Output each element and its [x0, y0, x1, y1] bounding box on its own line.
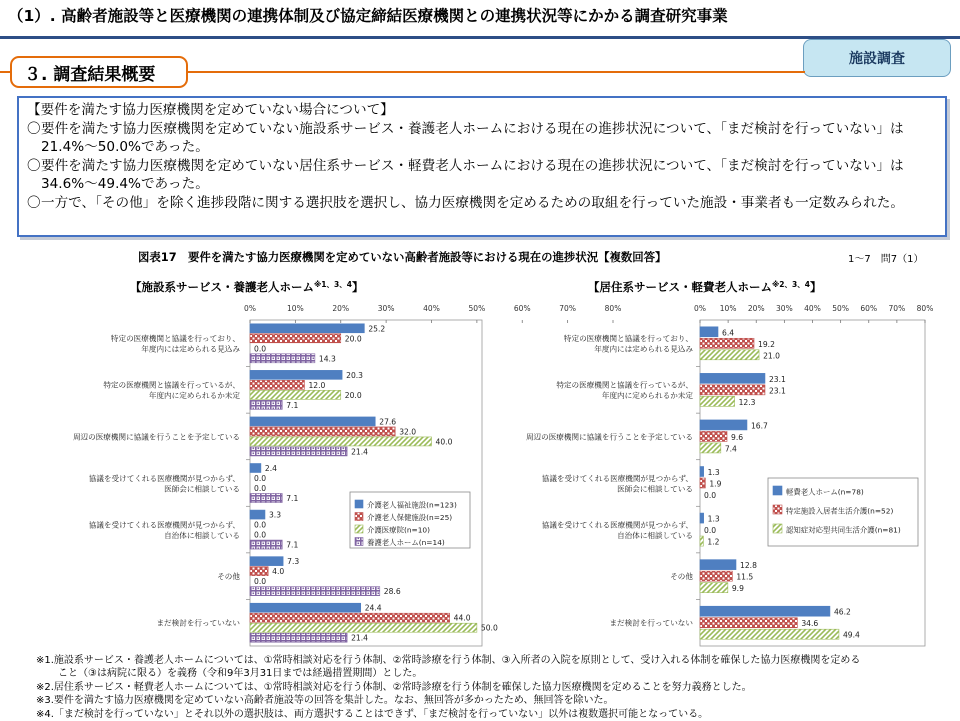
bar — [250, 587, 380, 596]
bar — [250, 567, 268, 576]
footnote: ※2.居住系サービス・軽費老人ホームについては、①常時相談対応を行う体制、②常時診療を行う体制を確保した協力医療機関を定めることを努力義務とした。 — [36, 681, 752, 693]
data-label: 7.1 — [286, 400, 299, 410]
category-label-line: その他 — [670, 572, 693, 582]
x-tick-label: 50% — [468, 304, 486, 313]
category-label — [526, 431, 693, 441]
category-label-line: 協議を受けてくれる医療機関が見つからず、 — [88, 520, 240, 530]
bar — [700, 431, 727, 441]
category-label — [564, 333, 693, 354]
bar — [250, 623, 477, 632]
category-label — [89, 519, 240, 540]
data-label: 7.1 — [286, 494, 299, 503]
data-label: 1.9 — [709, 479, 722, 489]
x-tick-label: 20% — [332, 304, 350, 313]
bar — [700, 467, 704, 477]
category-label-line: 周辺の医療機関に協議を行うことを予定している — [525, 432, 693, 442]
chart-title-text: 【居住系サービス・軽費老人ホーム — [588, 280, 772, 294]
chart-title-end: 】 — [809, 280, 822, 294]
category-label — [89, 473, 240, 494]
x-tick-label: 40% — [423, 304, 440, 313]
category-label-line: 特定の医療機関と協議を行っているが、 — [556, 380, 693, 390]
category-label-line: まだ検討を行っていない — [156, 618, 240, 628]
category-label-line: 年度内に定められるか未定 — [601, 391, 693, 401]
bullet-mark: 〇 — [27, 194, 41, 211]
legend-swatch — [773, 505, 782, 514]
bullet-mark: 〇 — [27, 157, 41, 174]
bar — [700, 536, 703, 546]
data-label: 23.1 — [768, 374, 786, 384]
bar — [250, 370, 342, 379]
legend-label: 介護医療院(n=10) — [367, 525, 431, 535]
bar — [250, 613, 450, 622]
x-tick-label: 80% — [916, 304, 934, 313]
bar — [700, 606, 830, 616]
bar — [700, 478, 705, 488]
legend-swatch — [355, 500, 363, 508]
data-label: 1.2 — [707, 537, 720, 547]
data-label: 0.0 — [254, 474, 267, 483]
chart-title — [130, 280, 363, 294]
bar — [700, 629, 839, 639]
category-label-line: 協議を受けてくれる医療機関が見つからず、 — [541, 473, 693, 483]
data-label: 11.5 — [736, 572, 754, 582]
data-label: 0.0 — [254, 520, 267, 530]
data-label: 25.2 — [368, 324, 386, 334]
x-tick-label: 30% — [377, 304, 395, 313]
data-label: 0.0 — [254, 530, 267, 540]
data-label: 28.6 — [383, 587, 401, 597]
category-label-line: 自治体に相談している — [164, 530, 240, 540]
category-label — [111, 333, 240, 354]
x-tick-label: 80% — [604, 304, 622, 313]
data-label: 6.4 — [722, 328, 735, 338]
bar — [700, 338, 754, 348]
bar — [700, 385, 765, 395]
data-label: 0.0 — [254, 577, 267, 587]
data-label: 3.3 — [268, 510, 282, 520]
data-label: 12.3 — [738, 397, 756, 407]
bar — [700, 396, 735, 406]
x-tick-label: 40% — [804, 304, 821, 313]
category-label — [542, 519, 693, 540]
footnote: ※3.要件を満たす協力医療機関を定めていない高齢者施設等の回答を集計した。なお、無回答が多かったため、無回答を除いた。 — [36, 695, 614, 707]
legend-swatch — [773, 486, 782, 495]
bar — [250, 540, 282, 549]
bar — [250, 557, 283, 566]
bar — [250, 464, 261, 473]
category-label-line: 年度内に定められるか未定 — [148, 391, 240, 401]
data-label: 21.0 — [763, 351, 780, 361]
category-label — [103, 380, 240, 401]
legend-label: 認知症対応型共同生活介護(n=81) — [786, 525, 901, 535]
category-label-line: 特定の医療機関と協議を行っており、 — [563, 334, 693, 344]
bar — [250, 334, 341, 343]
x-tick-label: 0% — [244, 304, 256, 313]
data-label: 21.4 — [351, 447, 369, 457]
category-label-line: 年度内には定められる見込み — [594, 344, 693, 354]
bar — [250, 380, 304, 389]
x-tick-label: 50% — [832, 304, 849, 313]
footnote: ※4.「まだ検討を行っていない」とそれ以外の選択肢は、両方選択することはできず、「まだ検討を行っていない」以外は複数選択可能となっている。 — [36, 708, 709, 720]
chart-title — [588, 280, 821, 294]
chart-residential-services — [526, 280, 933, 646]
category-label-line: 年度内には定められる見込み — [141, 344, 240, 354]
chart-title-superscript: ※2、3、4 — [772, 280, 810, 289]
legend-swatch — [773, 524, 782, 533]
data-label: 20.3 — [346, 370, 364, 380]
chart-title-text: 【施設系サービス・養護老人ホーム — [130, 280, 314, 294]
category-label-line: 周辺の医療機関に協議を行うことを予定している — [72, 432, 240, 442]
legend-label: 軽費老人ホーム(n=78) — [786, 487, 864, 497]
bar — [250, 603, 361, 612]
data-label: 0.0 — [704, 526, 717, 536]
data-label: 40.0 — [435, 437, 453, 447]
data-label: 27.6 — [379, 417, 397, 427]
legend-label: 養護老人ホーム(n=14) — [367, 538, 445, 547]
data-label: 19.2 — [758, 339, 775, 349]
data-label: 20.0 — [344, 334, 362, 344]
data-label: 9.9 — [731, 584, 744, 594]
x-tick-label: 70% — [888, 304, 906, 313]
bar — [250, 400, 282, 409]
legend-swatch — [355, 525, 363, 533]
data-label: 44.0 — [453, 613, 471, 623]
data-label: 0.0 — [704, 491, 717, 500]
data-label: 12.8 — [740, 561, 757, 571]
bar — [250, 633, 347, 642]
summary-bullet-text: 要件を満たす協力医療機関を定めていない施設系サービス・養護老人ホームにおける現在の進捗状況について、「まだ検討を行っていない」は21.4%～50.0%であった。 — [41, 120, 904, 156]
data-label: 49.4 — [842, 630, 860, 640]
data-label: 50.0 — [480, 623, 498, 633]
bar — [250, 354, 315, 363]
x-tick-label: 60% — [860, 304, 878, 313]
bar — [700, 560, 736, 570]
data-label: 34.6 — [801, 619, 819, 629]
category-label — [670, 571, 693, 581]
bar — [700, 327, 718, 337]
bar — [700, 443, 721, 453]
summary-bullet-text: 一方で、「その他」を除く進捗段階に関する選択肢を選択し、協力医療機関を定めるための取組を行っていた施設・事業者も一定数みられた。 — [41, 194, 904, 211]
data-label: 46.2 — [833, 607, 851, 617]
x-tick-label: 20% — [747, 304, 765, 313]
figure-title: 図表17 要件を満たす協力医療機関を定めていない高齢者施設等における現在の進捗状況【複数回答】 — [138, 250, 667, 264]
x-tick-label: 10% — [287, 304, 304, 313]
category-label — [73, 431, 240, 441]
legend-swatch — [355, 513, 363, 521]
data-label: 1.3 — [707, 468, 720, 477]
category-label — [217, 571, 240, 581]
data-label: 23.1 — [768, 386, 786, 396]
data-label: 32.0 — [399, 427, 417, 437]
category-label-line: 医師会に相談している — [164, 484, 240, 494]
x-tick-label: 30% — [776, 304, 793, 313]
bar — [250, 447, 347, 456]
bar — [700, 420, 747, 430]
bar — [700, 618, 797, 628]
bar — [250, 324, 364, 333]
bullet-mark: 〇 — [27, 120, 41, 137]
data-label: 14.3 — [318, 354, 336, 364]
bar — [250, 494, 282, 503]
x-tick-label: 60% — [513, 304, 531, 313]
x-tick-label: 0% — [694, 304, 706, 313]
chart-title-end: 】 — [351, 280, 364, 294]
data-label: 2.4 — [264, 464, 277, 473]
figure-reference: 1～7 問7（1） — [848, 254, 924, 265]
data-label: 0.0 — [254, 344, 267, 354]
survey-type-tag: 施設調査 — [803, 39, 951, 77]
bar — [250, 390, 341, 399]
category-label — [556, 380, 693, 401]
plot-area — [250, 320, 482, 646]
section-heading: ３. 調査結果概要 — [10, 56, 188, 88]
bar — [250, 417, 375, 426]
category-label-line: 協議を受けてくれる医療機関が見つからず、 — [541, 520, 693, 530]
data-label: 24.4 — [364, 603, 382, 613]
footnotes — [36, 654, 954, 721]
footnote: こと（③は病院に限る）を義務（令和9年3月31日までは経過措置期間）とした。 — [58, 668, 423, 680]
page-title: （1）. 高齢者施設等と医療機関の連携体制及び協定締結医療機関との連携状況等にかかる調査研究事業 — [8, 7, 728, 25]
data-label: 7.4 — [724, 444, 737, 454]
category-label — [542, 473, 693, 494]
category-label-line: 自治体に相談している — [617, 530, 693, 540]
category-label-line: 医師会に相談している — [617, 484, 693, 494]
category-label — [156, 618, 240, 628]
data-label: 12.0 — [308, 380, 326, 390]
data-label: 7.1 — [286, 540, 299, 550]
summary-bullet-text: 要件を満たす協力医療機関を定めていない居住系サービス・軽費老人ホームにおける現在の進捗状況について、「まだ検討を行っていない」は34.6%～49.4%であった。 — [41, 157, 904, 193]
legend-label: 特定施設入居者生活介護(n=52) — [786, 506, 894, 516]
x-tick-label: 10% — [719, 304, 737, 313]
summary-heading: 【要件を満たす協力医療機関を定めていない場合について】 — [27, 102, 394, 118]
legend-label: 介護老人福祉施設(n=123) — [367, 500, 457, 510]
data-label: 16.7 — [750, 421, 768, 431]
bar — [700, 583, 728, 593]
category-label-line: 特定の医療機関と協議を行っており、 — [110, 334, 240, 344]
data-label: 9.6 — [731, 432, 744, 442]
data-label: 7.3 — [287, 557, 300, 567]
bar — [700, 373, 765, 383]
bar — [700, 571, 732, 581]
category-label-line: 協議を受けてくれる医療機関が見つからず、 — [88, 473, 240, 483]
data-label: 1.3 — [707, 514, 720, 524]
chart-facility-services — [73, 280, 621, 646]
legend-swatch — [355, 538, 363, 546]
category-label-line: まだ検討を行っていない — [609, 618, 693, 628]
category-label-line: その他 — [217, 572, 240, 582]
bar — [700, 513, 704, 523]
x-tick-label: 70% — [559, 304, 576, 313]
data-label: 4.0 — [272, 567, 285, 577]
data-label: 20.0 — [344, 390, 362, 400]
category-label — [609, 618, 693, 628]
chart-title-superscript: ※1、3、4 — [314, 280, 352, 289]
data-label: 0.0 — [254, 484, 267, 493]
data-label: 21.4 — [351, 633, 369, 643]
legend-label: 介護老人保健施設(n=25) — [367, 513, 453, 522]
bar — [700, 350, 759, 360]
bar — [250, 427, 395, 436]
bar — [250, 510, 265, 519]
bar — [250, 437, 432, 446]
category-label-line: 特定の医療機関と協議を行っているが、 — [103, 380, 240, 390]
footnote: ※1.施設系サービス・養護老人ホームについては、①常時相談対応を行う体制、②常時診療を行う体制、③入所者の入院を原則として、受け入れる体制を確保した協力医療機関を定める — [36, 655, 861, 666]
